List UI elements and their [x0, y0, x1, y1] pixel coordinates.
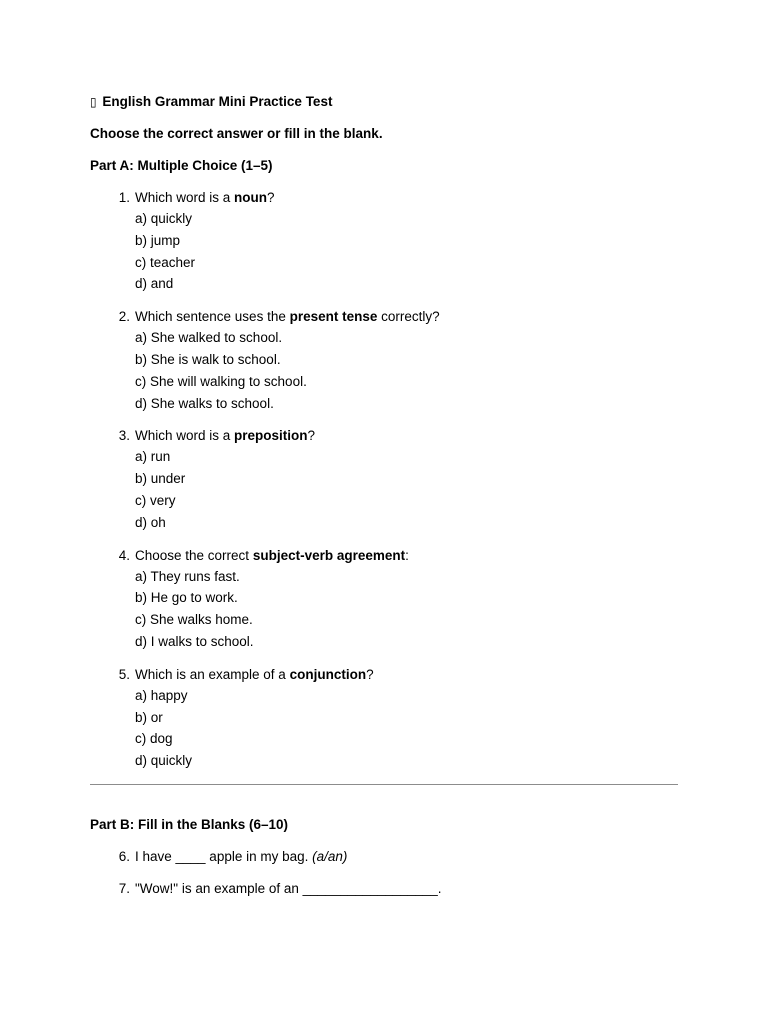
option-b: b) He go to work.: [135, 590, 238, 606]
document-icon: ▯: [90, 95, 97, 109]
option-c: c) She walks home.: [135, 612, 253, 628]
question-3: [90, 426, 678, 533]
question-number: 4 .: [112, 546, 130, 566]
option-list: [90, 327, 678, 414]
question-number: 7 .: [112, 879, 130, 899]
question-number: 2 .: [112, 307, 130, 327]
option-b: b) jump: [135, 232, 181, 248]
option-a: a) quickly: [135, 211, 193, 226]
page-title: [90, 92, 678, 112]
question-number: 6 .: [112, 847, 130, 867]
question-text: I have ____ apple in my bag.: [135, 849, 313, 864]
question-prompt: [90, 188, 678, 208]
instructions: Choose the correct answer or fill in the blank.: [90, 126, 383, 141]
question-prompt: [90, 879, 678, 899]
question-text: Which word is a: [135, 428, 235, 444]
question-prompt: [90, 307, 678, 327]
option-c: c) very: [135, 492, 176, 508]
question-text: "Wow!" is an example of an __________________.: [135, 881, 442, 896]
question-2: [90, 307, 678, 414]
question-number: 5 .: [112, 665, 130, 685]
question-text: Choose the correct: [135, 547, 253, 563]
question-term: conjunction: [289, 666, 367, 682]
option-c: c) She will walking to school.: [135, 373, 307, 389]
question-suffix: ?: [307, 428, 316, 444]
question-term: present tense: [289, 309, 378, 325]
option-list: [90, 208, 678, 295]
question-suffix: correctly?: [377, 309, 440, 325]
question-suffix: ?: [267, 190, 275, 205]
question-number: 3 .: [112, 426, 130, 446]
question-5: [90, 665, 678, 772]
question-prompt: [90, 426, 678, 446]
option-list: [90, 446, 678, 533]
question-text: Which is an example of a: [135, 666, 290, 682]
option-b: b) under: [135, 471, 186, 487]
document-page: [90, 92, 678, 772]
question-4: [90, 546, 678, 653]
part-a-questions: [90, 188, 678, 772]
question-number: 1 .: [112, 188, 130, 208]
question-suffix: ?: [366, 666, 374, 682]
question-term: preposition: [234, 428, 308, 444]
page-title-text: English Grammar Mini Practice Test: [102, 94, 333, 109]
question-7: [90, 879, 678, 899]
question-text: Which sentence uses the: [135, 309, 290, 325]
option-d: d) oh: [135, 514, 166, 530]
option-a: a) She walked to school.: [135, 330, 283, 346]
section-divider: [90, 784, 678, 785]
option-c: c) dog: [135, 731, 173, 747]
option-b: b) or: [135, 709, 163, 725]
question-1: [90, 188, 678, 295]
option-d: d) I walks to school.: [135, 633, 254, 649]
option-d: d) She walks to school.: [135, 395, 274, 411]
part-b-heading: Part B: Fill in the Blanks (6–10): [90, 817, 289, 832]
question-hint: (a/an): [312, 849, 348, 864]
option-d: d) and: [135, 276, 174, 292]
question-prompt: [90, 546, 678, 566]
question-term: subject-verb agreement: [252, 547, 406, 563]
part-b-section: [90, 815, 678, 899]
option-list: [90, 685, 678, 772]
option-list: [90, 566, 678, 653]
option-a: a) They runs fast.: [135, 568, 240, 584]
option-b: b) She is walk to school.: [135, 351, 281, 367]
question-term: noun: [234, 190, 268, 205]
question-text: Which word is a: [135, 190, 235, 205]
option-c: c) teacher: [135, 254, 196, 270]
option-a: a) run: [135, 449, 171, 465]
part-a-heading: Part A: Multiple Choice (1–5): [90, 158, 273, 173]
question-suffix: :: [405, 547, 409, 563]
question-prompt: [90, 665, 678, 685]
option-a: a) happy: [135, 687, 188, 703]
option-d: d) quickly: [135, 753, 193, 769]
question-prompt: [90, 847, 678, 867]
question-6: [90, 847, 678, 867]
